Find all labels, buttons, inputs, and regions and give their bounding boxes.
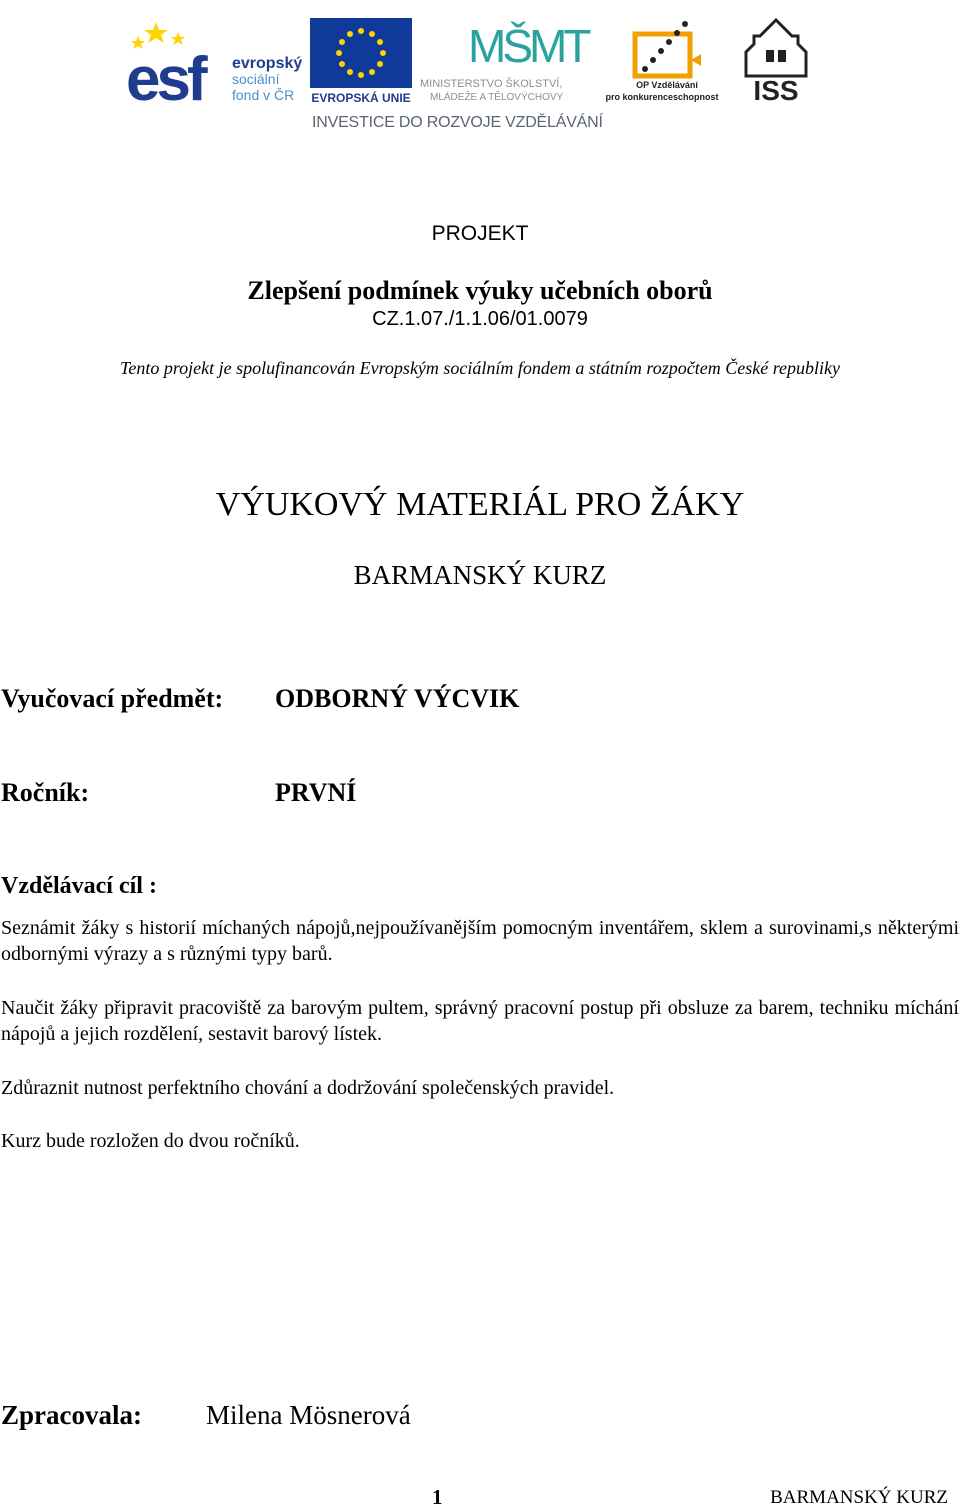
course-title: BARMANSKÝ KURZ: [353, 560, 607, 590]
funding-note: Tento projekt je spolufinancován Evropským sociálním fondem a státním rozpočtem České republiky: [119, 358, 841, 378]
opvk-dots-icon: [642, 21, 688, 72]
opvk-text-line-1: OP Vzdělávání: [636, 80, 698, 90]
msmt-text-line-2: MLÁDEŽE A TĚLOVÝCHOVY: [430, 92, 564, 103]
footer-title: BARMANSKÝ KURZ: [770, 1487, 948, 1508]
goal-paragraph: Zdůraznit nutnost perfektního chování a dodržování společenských pravidel.: [1, 1077, 615, 1099]
eu-caption: EVROPSKÁ UNIE: [311, 91, 411, 104]
project-code: CZ.1.07./1.1.06/01.0079: [372, 308, 588, 330]
logo-banner: [0, 0, 960, 145]
iss-logo: [730, 14, 822, 104]
project-title: Zlepšení podmínek výuky učebních oborů: [247, 276, 713, 305]
subject-label: Vyučovací předmět:: [1, 684, 224, 713]
author-name: Milena Mösnerová: [206, 1400, 411, 1430]
esf-logo: [126, 18, 304, 104]
goal-paragraph: Naučit žáky připravit pracoviště za barovým pultem, správný pracovní postup při obsluze za barem, techniku míchání nápojů a jejich rozdělení, sestavit barový lístek.: [1, 997, 959, 1045]
opvk-logo: [605, 14, 720, 104]
esf-letters: esf: [126, 45, 204, 104]
msmt-letters: MŠMT: [468, 20, 588, 72]
banner-slogan: INVESTICE DO ROZVOJE VZDĚLÁVÁNÍ: [312, 114, 603, 131]
goal-paragraph: Seznámit žáky s historií míchaných nápojů,nejpoužívanějším pomocným inventářem, sklem a surovinami,s některými odbornými výrazy a s různými typy barů.: [1, 917, 959, 965]
msmt-logo: [420, 14, 598, 104]
goal-paragraph: Kurz bude rozložen do dvou ročníků.: [1, 1130, 300, 1152]
year-label: Ročník:: [1, 778, 90, 807]
iss-letters: ISS: [753, 75, 799, 104]
msmt-text-line-1: MINISTERSTVO ŠKOLSTVÍ,: [420, 78, 563, 90]
project-label: PROJEKT: [431, 222, 529, 245]
esf-text-line-1: evropský: [232, 55, 303, 72]
goal-label: Vzdělávací cíl :: [1, 873, 157, 899]
esf-text-line-2: sociální: [232, 71, 280, 87]
eu-flag-logo: [310, 18, 412, 104]
page-number: 1: [432, 1485, 443, 1509]
author-label: Zpracovala:: [1, 1400, 142, 1430]
material-title: VÝUKOVÝ MATERIÁL PRO ŽÁKY: [215, 486, 745, 523]
year-value: PRVNÍ: [275, 778, 357, 807]
esf-text-line-3: fond v ČR: [232, 87, 295, 103]
opvk-text-line-2: pro konkurenceschopnost: [605, 92, 719, 102]
subject-value: ODBORNÝ VÝCVIK: [275, 684, 520, 713]
